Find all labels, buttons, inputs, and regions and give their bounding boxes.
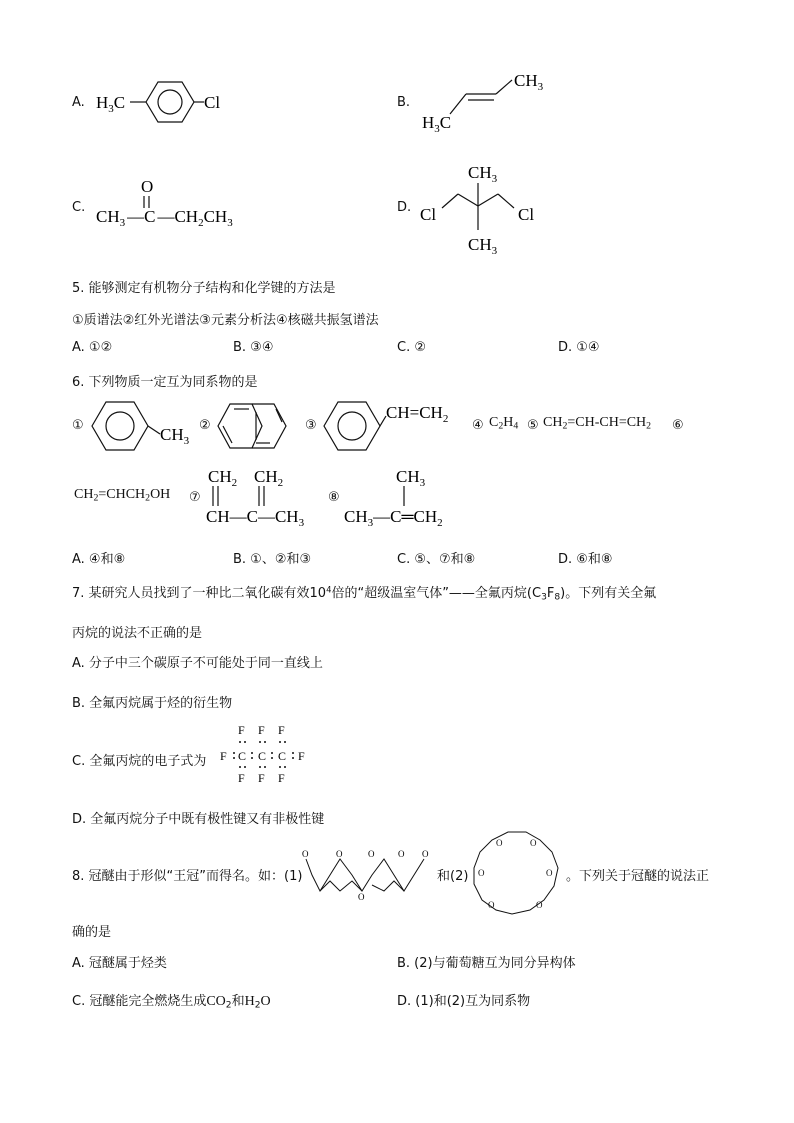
q7-option-b[interactable]: B. 全氟丙烷属于烃的衍生物 [72,696,233,711]
q6-num-8: ⑧ [328,490,340,505]
q8-option-b[interactable]: B. (2)与葡萄糖互为同分异构体 [397,956,576,971]
methylene-butene-structure [204,462,324,532]
svg-text:C: C [278,749,287,763]
svg-text:CH3: $CH_3$ [468,235,498,257]
svg-text:CH—C—CH3: $CH—C—CH_3$ [206,507,305,529]
svg-text:CH3: $CH_3$ [514,71,544,93]
q6-allyl-alcohol: $CH_2=CHCH_2OH$ [74,487,171,504]
svg-text:C: C [238,749,247,763]
svg-text:F: F [258,723,265,737]
q8-stem-part1: 8. 冠醚由于形似“王冠”而得名。如：(1) [72,869,303,884]
q4-label-a: A. [72,95,85,110]
q6-option-a[interactable]: A. ④和⑧ [72,552,126,567]
q8-crown-ether-2 [468,828,564,924]
q7-electron-formula [218,722,318,792]
q6-isobutylene [344,462,484,536]
naphthalene-structure [214,398,306,454]
q6-num-1: ① [72,418,84,433]
q6-num-6: ⑥ [672,418,684,433]
q5-stem: 5. 能够测定有机物分子结构和化学键的方法是 [72,281,336,296]
q8-crown-ether-1 [298,845,436,905]
svg-text:Cl: Cl [518,205,535,224]
svg-text:O: O [488,900,495,910]
q4-label-b: B. [397,95,411,110]
toluene-structure [88,396,200,456]
butene-structure [418,68,558,138]
q4-structure-a [96,78,226,132]
svg-text:CH3—C═CH2: $CH_3—C═CH_2$ [344,507,443,529]
svg-text:CH3: $CH_3$ [396,467,426,489]
crown-ether-ring-structure [468,828,564,920]
svg-text:O: O [358,892,365,901]
svg-text:F: F [278,771,285,785]
q4-structure-d [418,158,548,262]
svg-text:O: O [546,868,553,878]
q7-stem-line1: 7. 某研究人员找到了一种比二氧化碳有效$10^4$倍的“超级温室气体”——全氟丙烷$(C_3F_8)$。下列有关全氟 [72,584,657,603]
svg-text:O: O [478,868,485,878]
svg-text:O: O [536,900,543,910]
svg-text:F: F [238,723,245,737]
q8-option-d[interactable]: D. (1)和(2)互为同系物 [397,994,531,1009]
q4-label-c: C. [72,200,86,215]
svg-text:O: O [302,849,309,859]
svg-text:CH3: $CH_3$ [468,163,498,185]
svg-text:O: O [398,849,405,859]
svg-text:Cl: Cl [420,205,437,224]
svg-text:O: O [422,849,429,859]
q7-option-c[interactable]: C. 全氟丙烷的电子式为 [72,754,207,769]
q4-structure-b [418,68,558,142]
q6-num-3: ③ [305,418,317,433]
svg-text:CH3—C—CH2CH3: $CH_3$ —C $—CH_2CH_3$ [96,207,233,229]
styrene-structure [320,396,470,456]
perfluoropropane-electron-dot [218,722,318,788]
q8-stem-line2: 确的是 [72,925,112,940]
svg-text:F: F [298,749,305,763]
q4-label-d: D. [397,200,412,215]
svg-text:CH2: $CH_2$ [254,467,284,489]
q6-styrene [320,396,470,460]
svg-text:O: O [368,849,375,859]
svg-text:C: C [258,749,267,763]
svg-text:H3C: $H_3C$ [96,93,126,115]
toluene-chloro-structure [96,78,226,128]
crown-ether-open-structure [298,845,436,901]
q5-items: ①质谱法②红外光谱法③元素分析法④核磁共振氢谱法 [72,313,379,328]
q5-option-c[interactable]: C. ② [397,340,426,355]
q8-option-a[interactable]: A. 冠醚属于烃类 [72,956,167,971]
svg-text:F: F [238,771,245,785]
butanone-structure [96,176,246,236]
q6-ethylene: $C_2H_4$ [489,415,519,432]
q5-option-d[interactable]: D. ①④ [558,340,600,355]
q6-num-2: ② [199,418,211,433]
svg-text:H3C: $H_3C$ [422,113,452,135]
q6-option-d[interactable]: D. ⑥和⑧ [558,552,613,567]
svg-text:O: O [336,849,343,859]
svg-text:O: O [530,838,537,848]
q8-stem-part2: 和(2) [437,869,469,884]
isobutylene-structure [344,462,484,532]
q6-num-7: ⑦ [189,490,201,505]
q8-option-c[interactable]: C. 冠醚能完全燃烧生成$CO_2$和$H_2O$ [72,994,271,1011]
dichloro-dimethylpropane-structure [418,158,548,258]
q6-naphthalene [214,398,306,458]
svg-text:Cl: Cl [204,93,221,112]
svg-text:F: F [220,749,227,763]
svg-text:F: F [258,771,265,785]
svg-text:CH2: $CH_2$ [208,467,238,489]
q6-num-4: ④ [472,418,484,433]
q6-toluene [88,396,200,460]
q5-option-b[interactable]: B. ③④ [233,340,274,355]
q8-stem-part3: 。下列关于冠醚的说法正 [566,869,710,884]
q7-stem-line2: 丙烷的说法不正确的是 [72,626,203,641]
q6-option-b[interactable]: B. ①、②和③ [233,552,312,567]
q6-butadiene: $CH_2=CH-CH=CH_2$ [543,415,652,432]
svg-text:O: O [141,177,154,196]
q6-dimethylenebutane [204,462,324,536]
q6-option-c[interactable]: C. ⑤、⑦和⑧ [397,552,476,567]
svg-text:O: O [496,838,503,848]
q6-num-5: ⑤ [527,418,539,433]
svg-text:CH=CH2: $CH=CH_2$ [386,403,449,425]
q4-structure-c [96,176,246,240]
svg-text:F: F [278,723,285,737]
q5-option-a[interactable]: A. ①② [72,340,113,355]
svg-text:CH3: $CH_3$ [160,425,190,447]
q7-option-d[interactable]: D. 全氟丙烷分子中既有极性键又有非极性键 [72,812,325,827]
q6-stem: 6. 下列物质一定互为同系物的是 [72,375,258,390]
q7-option-a[interactable]: A. 分子中三个碳原子不可能处于同一直线上 [72,656,323,671]
